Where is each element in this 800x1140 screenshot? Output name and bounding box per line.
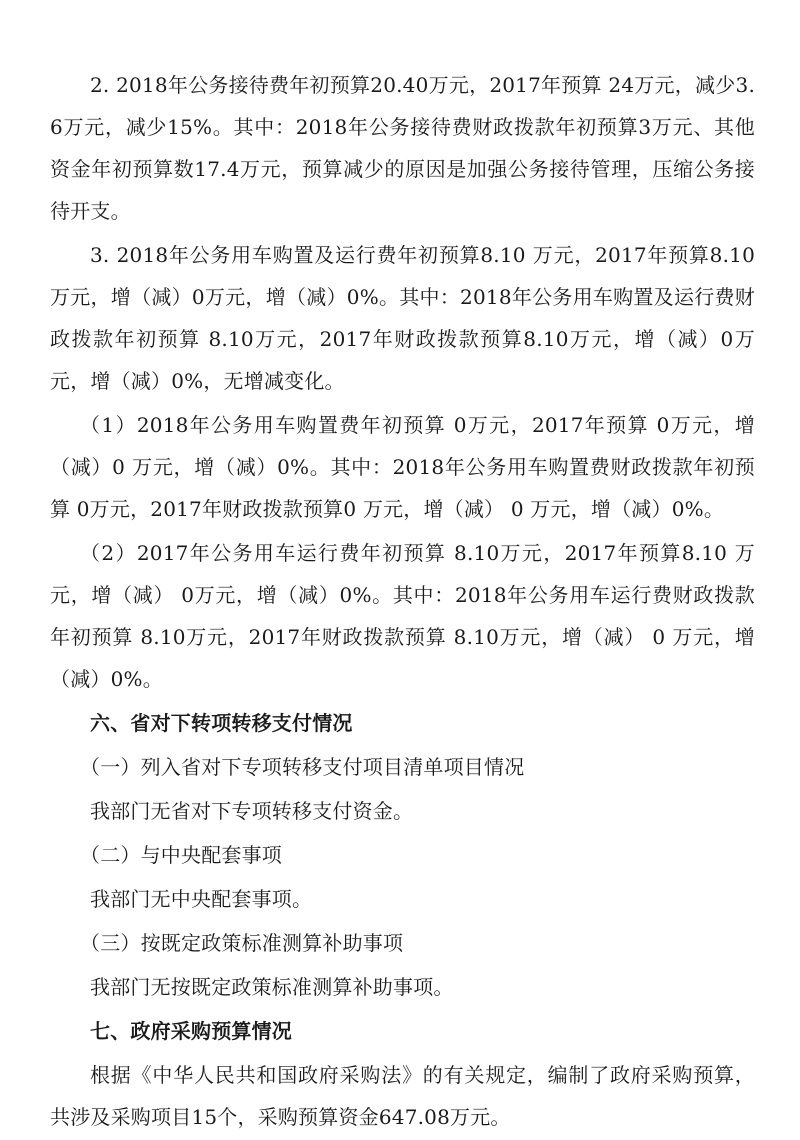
paragraph-vehicle-budget: 3. 2018年公务用车购置及运行费年初预算8.10 万元，2017年预算8.10 万元，增（减）0万元，增（减）0%。其中：2018年公务用车购置及运行费财政拨款年初预算 8.10万元，2017年财政拨款预算8.10万元，增（减）0万元，增（减）0%，无增减变化。 <box>50 243 755 393</box>
section-6-sub1-heading: （一）列入省对下专项转移支付项目清单项目情况 <box>80 755 525 779</box>
section-6-sub1-body: 我部门无省对下专项转移支付资金。 <box>90 799 414 823</box>
paragraph-reception-budget: 2. 2018年公务接待费年初预算20.40万元，2017年预算 24万元，减少3.6万元，减少15%。其中：2018年公务接待费财政拨款年初预算3万元、其他资金年初预算数17.4万元，预算减少的原因是加强公务接待管理，压缩公务接待开支。 <box>50 73 755 223</box>
section-6-sub2-heading: （二）与中央配套事项 <box>80 843 282 867</box>
section-7-heading: 七、政府采购预算情况 <box>90 1019 292 1043</box>
paragraph-vehicle-purchase-budget: （1）2018年公务用车购置费年初预算 0万元，2017年预算 0万元，增（减）0 万元，增（减）0%。其中：2018年公务用车购置费财政拨款年初预算 0万元，2017年财政拨款预算0 万元，增（减） 0 万元，增（减）0%。 <box>50 413 755 521</box>
section-6-sub3-heading: （三）按既定政策标准测算补助事项 <box>80 931 404 955</box>
section-7-body: 根据《中华人民共和国政府采购法》的有关规定，编制了政府采购预算，共涉及采购项目15个，采购预算资金647.08万元。 <box>50 1063 755 1129</box>
document-content <box>50 64 755 1140</box>
section-6-heading: 六、省对下转项转移支付情况 <box>90 711 353 735</box>
section-6-sub3-body: 我部门无按既定政策标准测算补助事项。 <box>90 975 454 999</box>
paragraph-vehicle-operation-budget: （2）2017年公务用车运行费年初预算 8.10万元，2017年预算8.10 万元，增（减） 0万元，增（减）0%。其中：2018年公务用车运行费财政拨款年初预算 8.10万元，2017年财政拨款预算 8.10万元，增（减） 0 万元，增（减）0%。 <box>50 541 755 691</box>
section-6-sub2-body: 我部门无中央配套事项。 <box>90 887 313 911</box>
